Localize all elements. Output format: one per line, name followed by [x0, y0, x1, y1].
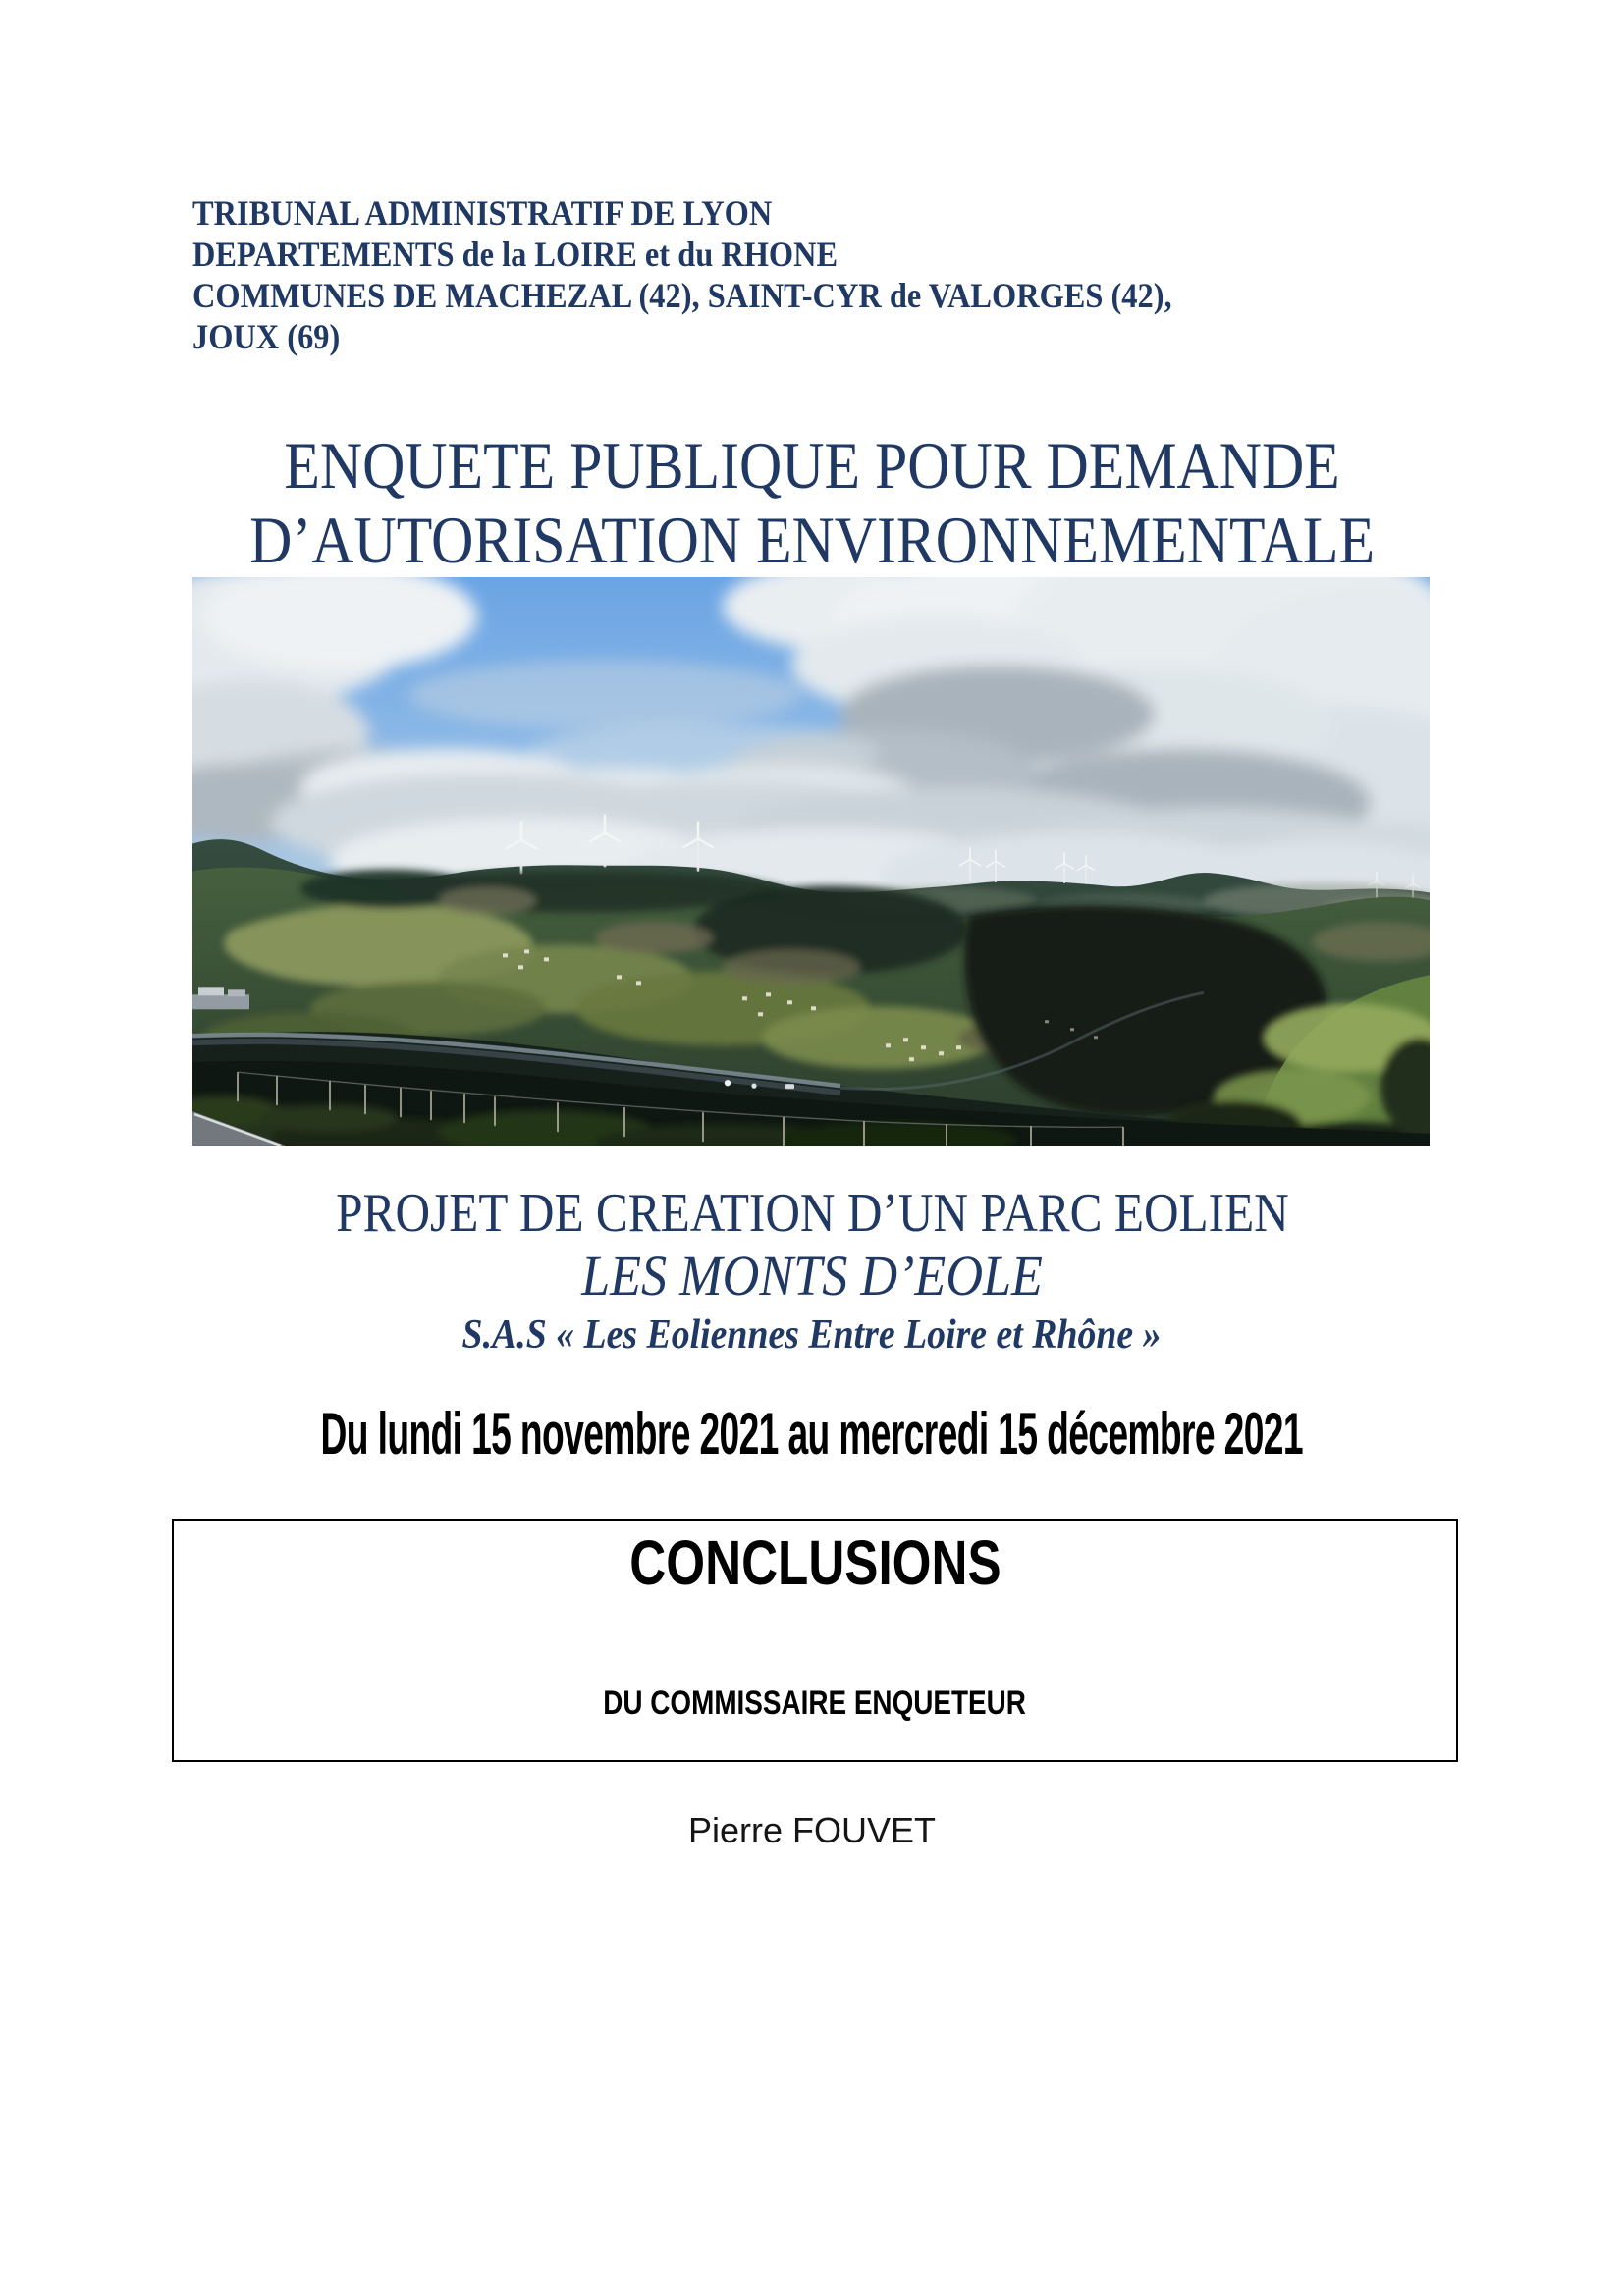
- court-header-line: COMMUNES DE MACHEZAL (42), SAINT-CYR de VALORGES (42),: [192, 276, 1172, 315]
- landscape-photo-art: [192, 577, 1430, 1146]
- author-name: Pierre FOUVET: [687, 1810, 937, 1850]
- inquiry-period: Du lundi 15 novembre 2021 au mercredi 15 décembre 2021: [320, 1401, 1304, 1467]
- company-name: S.A.S « Les Eoliennes Entre Loire et Rhône »: [462, 1312, 1162, 1358]
- conclusions-title: CONCLUSIONS: [628, 1527, 1001, 1598]
- court-header: [192, 192, 1280, 357]
- project-title: PROJET DE CREATION D’UN PARC EOLIEN: [335, 1183, 1289, 1244]
- court-header-line: DEPARTEMENTS de la LOIRE et du RHONE: [192, 235, 839, 274]
- industrial-buildings: [192, 987, 249, 1009]
- court-header-line: JOUX (69): [192, 317, 341, 356]
- project-name: LES MONTS D’EOLE: [581, 1244, 1043, 1308]
- landscape-photo: [192, 577, 1430, 1146]
- main-title-line-1: ENQUETE PUBLIQUE POUR DEMANDE: [284, 428, 1340, 503]
- conclusions-subtitle: DU COMMISSAIRE ENQUETEUR: [603, 1684, 1027, 1722]
- conclusions-box: [172, 1519, 1458, 1762]
- main-title-line-2: D’AUTORISATION ENVIRONNEMENTALE: [249, 503, 1375, 577]
- court-header-line: TRIBUNAL ADMINISTRATIF DE LYON: [192, 193, 773, 233]
